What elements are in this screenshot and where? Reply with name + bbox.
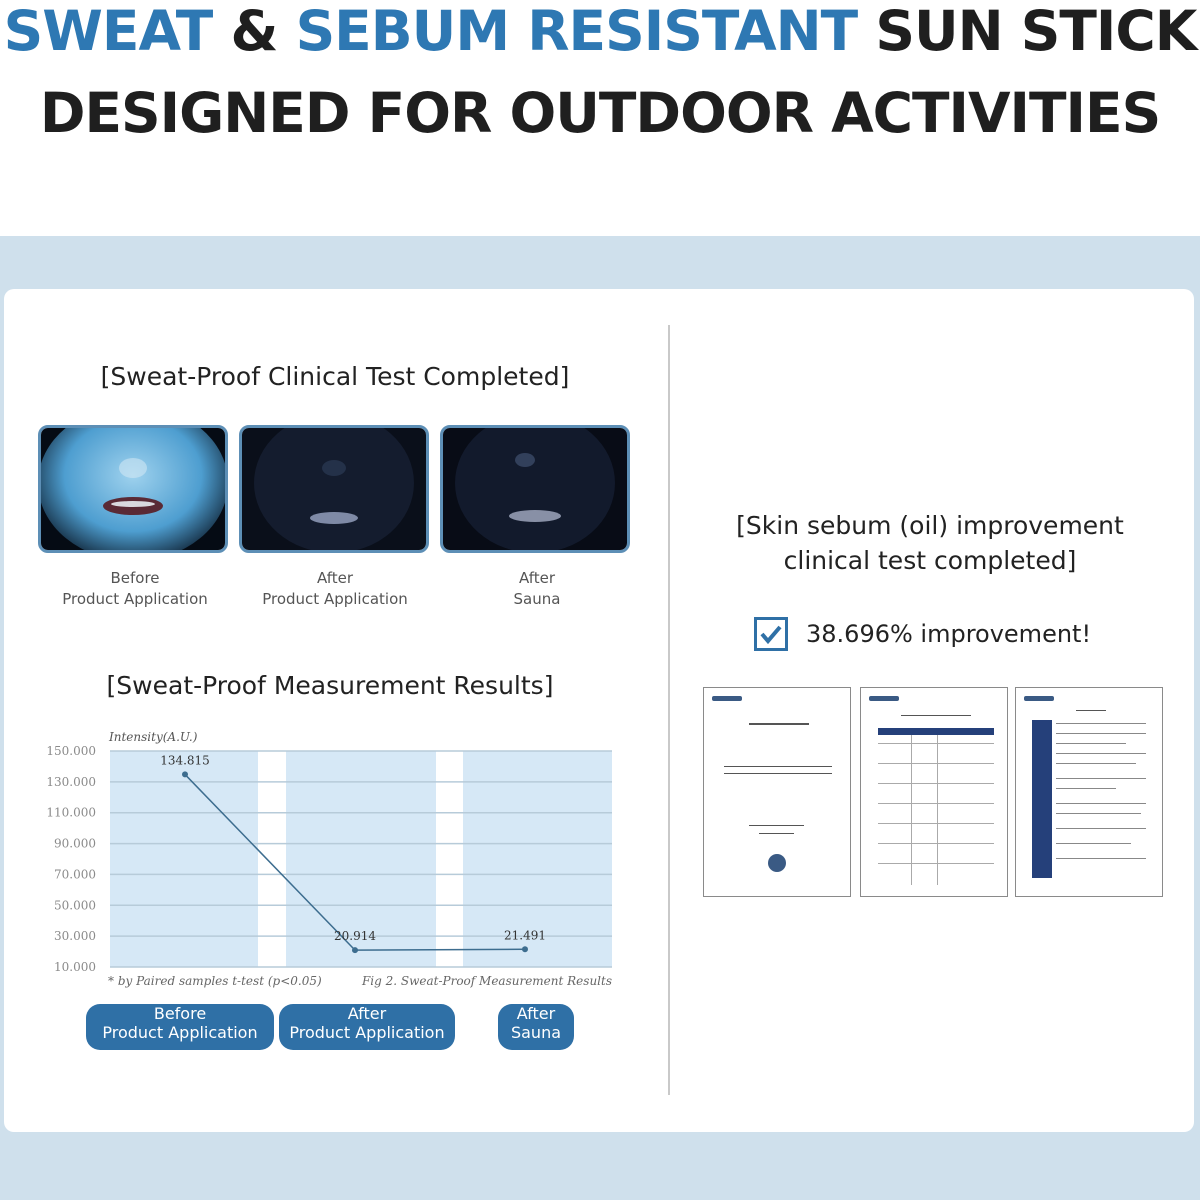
y-tick-label-2: 110.000: [46, 805, 96, 820]
y-tick-label-6: 30.000: [54, 929, 96, 944]
figure-caption: Fig 2. Sweat-Proof Measurement Results: [361, 974, 612, 988]
y-tick-label-0: 150.000: [46, 744, 96, 758]
headline-line-1: [0, 0, 1200, 62]
pill-before-line2: Product Application: [102, 1023, 258, 1042]
caption-before: [35, 568, 235, 610]
pill-after-line2: Product Application: [289, 1023, 445, 1042]
y-axis-label: Intensity(A.U.): [109, 730, 198, 744]
data-label-0: 134.815: [160, 753, 210, 768]
clinical-report-cover-icon: [703, 687, 851, 897]
data-label-1: 20.914: [334, 929, 376, 944]
headline-amp: &: [212, 0, 296, 63]
caption-after-line2: Product Application: [262, 590, 408, 608]
caption-after-line1: After: [316, 569, 354, 587]
caption-after-sauna: [437, 568, 637, 610]
headline-sun-stick: SUN STICK: [857, 0, 1197, 63]
sebum-title-line1: [Skin sebum (oil) improvement: [736, 511, 1124, 540]
measurement-title: [Sweat-Proof Measurement Results]: [106, 671, 554, 700]
y-tick-label-1: 130.000: [46, 774, 96, 789]
column-divider: [668, 325, 670, 1095]
pill-after-sauna-line2: Sauna: [510, 1023, 562, 1042]
sweat-test-title: [Sweat-Proof Clinical Test Completed]: [100, 362, 570, 391]
y-tick-label-5: 50.000: [54, 898, 96, 913]
pill-after-sauna: [498, 1004, 574, 1050]
header-area: [0, 0, 1200, 236]
footnote: * by Paired samples t-test (p<0.05): [108, 974, 322, 988]
clinical-report-details-icon: [1015, 687, 1163, 897]
pill-after: [279, 1004, 455, 1050]
caption-after: [235, 568, 435, 610]
sebum-title: [700, 508, 1160, 578]
checkbox-checked-icon: [754, 617, 788, 651]
caption-after-sauna-line2: Sauna: [513, 590, 561, 608]
uv-face-photo-after: [239, 425, 429, 553]
sebum-improvement-result: 38.696% improvement!: [806, 620, 1092, 648]
headline-sebum: SEBUM RESISTANT: [295, 0, 858, 63]
y-tick-label-3: 90.000: [54, 836, 96, 851]
data-point-2: [522, 946, 528, 952]
headline-line-2: DESIGNED FOR OUTDOOR ACTIVITIES: [39, 81, 1161, 145]
caption-before-line2: Product Application: [62, 590, 208, 608]
pill-after-sauna-line1: After: [516, 1004, 556, 1023]
data-point-0: [182, 771, 188, 777]
clinical-report-table-icon: [860, 687, 1008, 897]
sebum-title-line2: clinical test completed]: [783, 546, 1077, 575]
pill-after-line1: After: [347, 1004, 387, 1023]
pill-before-line1: Before: [153, 1004, 207, 1023]
pill-before: [86, 1004, 274, 1050]
y-tick-label-7: 10.000: [54, 960, 96, 974]
category-band-0: [110, 751, 258, 967]
y-tick-label-4: 70.000: [54, 867, 96, 882]
uv-face-photo-after-sauna: [440, 425, 630, 553]
caption-after-sauna-line1: After: [518, 569, 556, 587]
data-label-2: 21.491: [504, 928, 546, 943]
measurement-line-chart: [30, 720, 630, 1000]
headline-sweat: SWEAT: [3, 0, 213, 63]
uv-face-photo-before: [38, 425, 228, 553]
data-point-1: [352, 947, 358, 953]
caption-before-line1: Before: [110, 569, 160, 587]
